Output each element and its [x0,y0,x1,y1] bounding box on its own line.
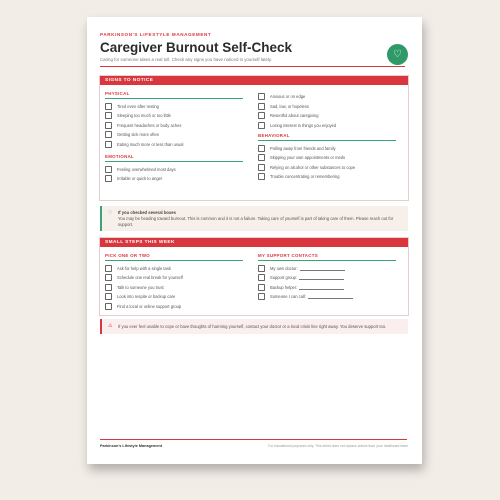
checkbox[interactable] [258,265,265,272]
checkbox[interactable] [105,131,112,138]
item-label: Backup helper: [270,284,298,290]
note-body: You may be heading toward burnout. This is common and it is not a failure. Taking care of yourself is part of taking care of them. Please reach out for support. [118,216,394,227]
checkbox[interactable] [258,284,265,291]
heart-icon: ♡ [387,44,408,65]
item-label: Trouble concentrating or remembering [270,174,340,180]
header-divider [100,66,405,67]
item-label: Look into respite or backup care [117,294,176,300]
checklist-item[interactable] [258,153,398,163]
item-label: Ask for help with a single task [117,265,171,271]
checkbox[interactable] [258,293,265,300]
contact-item[interactable] [258,273,398,283]
checklist-item[interactable] [105,121,245,131]
page-title: Caregiver Burnout Self-Check [100,40,293,55]
category-pick: PICK ONE OR TWO [105,253,150,258]
item-label: My own doctor: [270,265,298,271]
checklist-item[interactable] [105,130,245,140]
checklist-item[interactable] [258,172,398,182]
checklist-item[interactable] [105,111,245,121]
checkbox[interactable] [105,122,112,129]
fill-in-line[interactable] [299,285,344,290]
checklist-item[interactable] [258,92,398,102]
warning-icon: ⚠ [108,322,113,329]
crisis-warning [100,319,408,334]
item-label: Tired even after resting [117,103,159,109]
contact-item[interactable] [258,264,398,274]
item-label: Feeling overwhelmed most days [117,166,176,172]
category-divider [105,161,243,162]
item-label: Sad, low, or hopeless [270,103,309,109]
category-divider [258,260,396,261]
steps-left-column [105,253,245,311]
checkbox[interactable] [105,112,112,119]
category-emotional: EMOTIONAL [105,154,135,160]
checkbox[interactable] [258,112,265,119]
item-label: Relying on alcohol or other substances to cope [270,164,356,170]
item-label: Irritable or quick to anger [117,176,163,182]
checkbox[interactable] [258,154,265,161]
item-label: Someone I can call: [270,294,306,300]
page-subtitle: Caring for someone takes a real toll. Check any signs you have noticed in yourself lately. [100,57,272,62]
brand-label: PARKINSON'S LIFESTYLE MANAGEMENT [100,32,212,37]
checkbox[interactable] [258,274,265,281]
worksheet-page [87,17,422,464]
checkbox[interactable] [105,265,112,272]
checkbox[interactable] [105,293,112,300]
checklist-item[interactable] [258,102,398,112]
checklist-item[interactable] [105,283,245,293]
checklist-item[interactable] [258,111,398,121]
checklist-item[interactable] [105,140,245,150]
checkbox[interactable] [105,166,112,173]
checklist-item[interactable] [258,163,398,173]
note-title: If you checked several boxes [118,210,176,215]
checkbox[interactable] [258,173,265,180]
fill-in-line[interactable] [300,266,345,271]
fill-in-line[interactable] [308,294,353,299]
checklist-item[interactable] [105,264,245,274]
contact-item[interactable] [258,292,398,302]
footer-divider [100,439,407,440]
item-label: Getting sick more often [117,132,160,138]
item-label: Resentful about caregiving [270,113,319,119]
item-label: Frequent headaches or body aches [117,122,182,128]
checkbox[interactable] [105,141,112,148]
checklist-item[interactable] [258,144,398,154]
item-label: Pulling away from friends and family [270,145,336,151]
item-label: Sleeping too much or too little [117,113,171,119]
checklist-item[interactable] [105,292,245,302]
item-label: Skipping your own appointments or meds [270,155,346,161]
item-label: Schedule one real break for yourself [117,275,183,281]
checkbox[interactable] [258,122,265,129]
heart-icon: ♡ [108,210,113,216]
category-divider [105,260,243,261]
checkbox[interactable] [105,175,112,182]
category-support: MY SUPPORT CONTACTS [258,253,318,258]
checklist-item[interactable] [105,273,245,283]
item-label: Support group: [270,275,298,281]
checkbox[interactable] [105,103,112,110]
checkbox[interactable] [258,103,265,110]
signs-heading: SIGNS TO NOTICE [100,76,408,85]
category-divider [105,98,243,99]
checkbox[interactable] [258,164,265,171]
checklist-item[interactable] [105,165,245,175]
checklist-item[interactable] [105,102,245,112]
footer-brand: Parkinson's Lifestyle Management [100,444,163,448]
item-label: Eating much more or less than usual [117,141,184,147]
steps-section [99,237,409,316]
burnout-note [100,206,408,231]
item-label: Talk to someone you trust [117,284,164,290]
signs-right-column [258,92,398,182]
checkbox[interactable] [105,303,112,310]
category-physical: PHYSICAL [105,91,130,96]
item-label: Losing interest in things you enjoyed [270,122,337,128]
fill-in-line[interactable] [299,275,344,280]
warning-text: If you ever feel unable to cope or have thoughts of harming yourself, contact your doctor or a local crisis line right away. You deserve support too. [118,323,387,329]
checkbox[interactable] [105,274,112,281]
item-label: Find a local or online support group [117,303,182,309]
footer-disclaimer: For educational purposes only. This sheet does not replace advice from your healthcare team. [268,444,409,448]
category-divider [258,140,396,141]
category-behavioral: BEHAVIORAL [258,133,290,138]
checkbox[interactable] [258,93,265,100]
item-label: Anxious or on edge [270,94,306,100]
steps-right-column [258,253,398,302]
checkbox[interactable] [105,284,112,291]
checkbox[interactable] [258,145,265,152]
contact-item[interactable] [258,283,398,293]
signs-left-column [105,91,245,184]
checklist-item[interactable] [258,121,398,131]
signs-section [99,75,409,201]
checklist-item[interactable] [105,174,245,184]
checklist-item[interactable] [105,302,245,312]
steps-heading: SMALL STEPS THIS WEEK [100,238,408,247]
